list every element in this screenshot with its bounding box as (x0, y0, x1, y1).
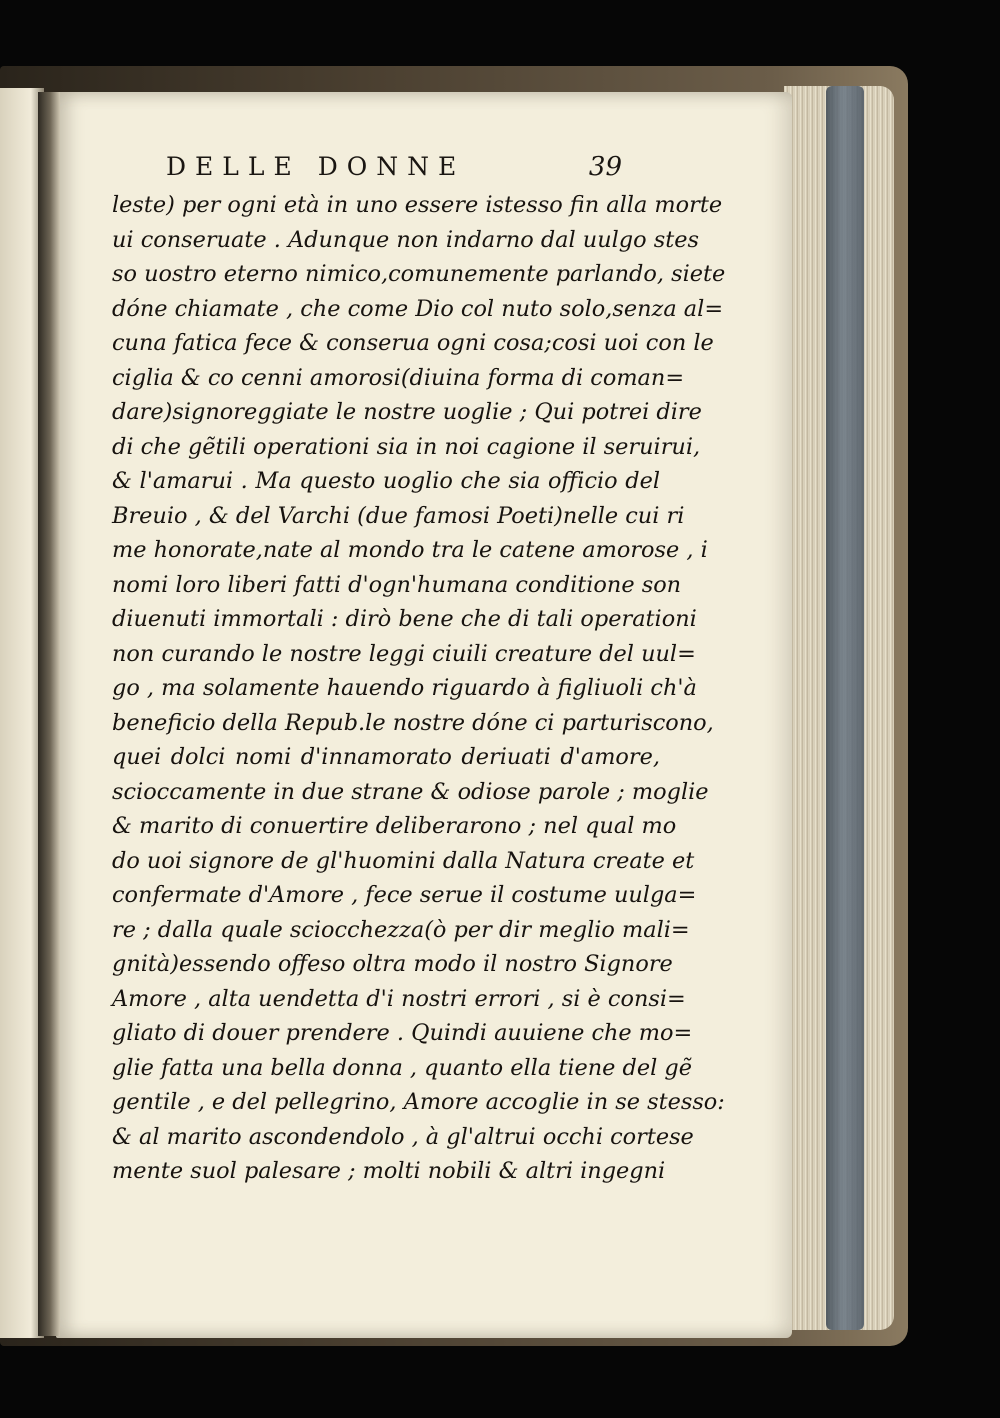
book-gutter (38, 92, 60, 1336)
text-line: gliato di douer prendere . Quindi auuiene che mo= (112, 1020, 693, 1046)
page-fore-edge (784, 86, 894, 1330)
text-line: nomi loro liberi fatti d'ogn'humana conditione son (112, 571, 682, 598)
text-line: diuenuti immortali : dirò bene che di tali operationi (112, 606, 697, 632)
page-number: 39 (588, 152, 622, 182)
text-line: cuna fatica fece & conserua ogni cosa;cosi uoi con le (112, 330, 714, 356)
text-line: mente suol palesare ; molti nobili & altri ingegni (112, 1158, 666, 1184)
text-line: ciglia & co cenni amorosi(diuina forma di coman= (112, 364, 685, 391)
text-line: re ; dalla quale sciocchezza(ò per dir meglio mali= (112, 916, 690, 943)
text-line: so uostro eterno nimico,comunemente parlando, siete (112, 261, 726, 287)
text-line: glie fatta una bella donna , quanto ella tiene del gẽ (112, 1054, 692, 1081)
text-line: dóne chiamate , che come Dio col nuto solo,senza al= (112, 295, 724, 322)
page-header (112, 152, 632, 192)
text-line: me honorate,nate al mondo tra le catene amorose , i (112, 537, 708, 563)
text-line: beneficio della Repub.le nostre dóne ci parturiscono, (112, 709, 714, 736)
text-line: Breuio , & del Varchi (due famosi Poeti)nelle cui ri (112, 502, 685, 529)
text-line: & marito di conuertire deliberarono ; nel qual mo (112, 813, 677, 839)
text-line: & al marito ascondendolo , à gl'altrui occhi cortese (112, 1123, 694, 1150)
text-line: ui conseruate . Adunque non indarno dal uulgo stes (112, 226, 699, 253)
text-line: quei dolci nomi d'innamorato deriuati d'amore, (112, 744, 660, 770)
text-line: di che gẽtili operationi sia in noi cagione il seruirui, (112, 433, 701, 460)
text-line: scioccamente in due strane & odiose parole ; moglie (112, 778, 709, 805)
text-line: Amore , alta uendetta d'i nostri errori , si è consi= (112, 985, 686, 1012)
text-line: non curando le nostre leggi ciuili creature del uul= (112, 640, 696, 667)
text-line: & l'amarui . Ma questo uoglio che sia officio del (112, 468, 660, 494)
text-line: gnità)essendo offeso oltra modo il nostro Signore (112, 951, 673, 977)
text-line: gentile , e del pellegrino, Amore accoglie in se stesso: (112, 1089, 725, 1115)
running-head: DELLE DONNE (166, 152, 466, 181)
text-line: do uoi signore de gl'huomini dalla Natura create et (112, 847, 695, 874)
text-line: leste) per ogni età in uno essere istesso fin alla morte (112, 192, 723, 218)
text-line: dare)signoreggiate le nostre uoglie ; Qui potrei dire (112, 399, 702, 425)
text-line: confermate d'Amore , fece serue il costume uulga= (112, 882, 697, 908)
text-line: go , ma solamente hauendo riguardo à figliuoli ch'à (112, 675, 697, 701)
body-text (112, 188, 726, 1189)
